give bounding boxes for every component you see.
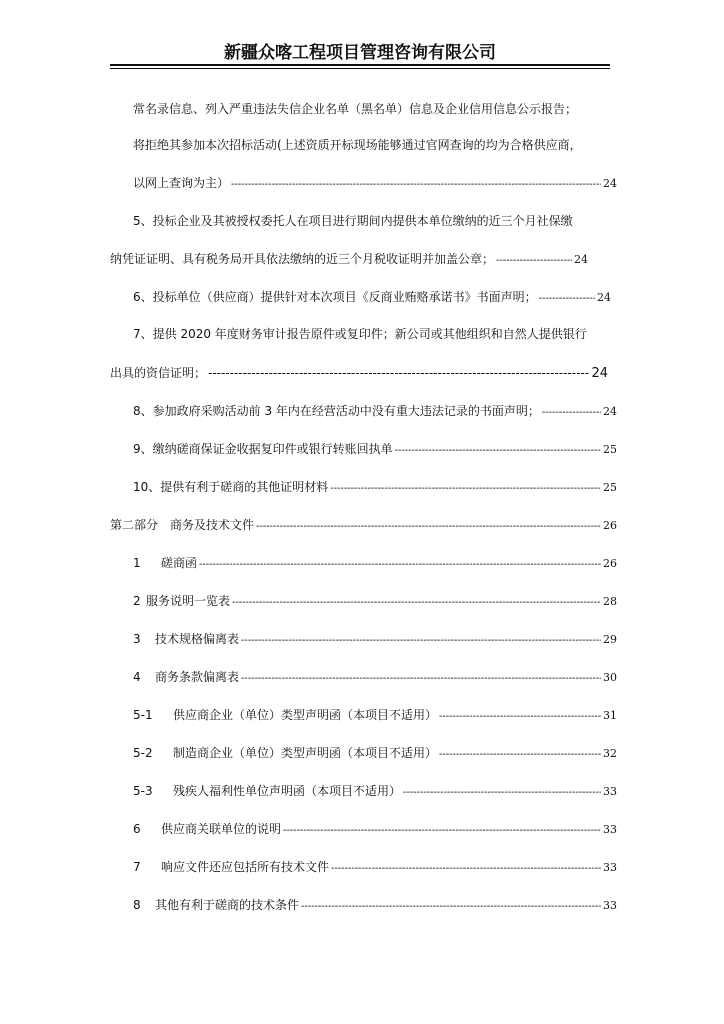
toc-leader [283,822,601,838]
toc-leader [241,670,601,686]
toc-leader [331,860,601,876]
toc-entry[interactable] [133,288,611,306]
toc-leader [330,480,601,496]
toc-entry[interactable] [133,174,617,192]
toc-entry-number: 2 [133,594,141,608]
page-header-title: 新疆众喀工程项目管理咨询有限公司 [224,43,496,63]
toc-page-number: 24 [574,253,588,266]
toc-entry-text: 供应商关联单位的说明 [161,822,282,836]
toc-page-number: 24 [603,405,617,418]
toc-entry-number: 5-2 [133,746,153,760]
toc-page-number: 33 [603,899,617,912]
toc-entry-text: 供应商企业（单位）类型声明函（本项目不适用） [173,708,438,722]
toc-leader [439,708,601,724]
toc-page-number: 24 [597,291,611,304]
toc-line-4: 5、投标企业及其被授权委托人在项目进行期间内提供本单位缴纳的近三个月社保缴 [133,214,573,228]
toc-page-number: 31 [603,709,617,722]
toc-page-number: 28 [603,595,617,608]
toc-leader [208,364,589,382]
toc-entry-number: 3 [133,632,141,646]
toc-entry-number: 1 [133,556,141,570]
header-rule-thin [110,68,610,69]
toc-entry-number: 5-1 [133,708,153,722]
toc-entry[interactable] [133,668,617,686]
toc-entry[interactable] [133,858,617,876]
toc-leader [403,784,601,800]
toc-leader [241,632,601,648]
toc-page-number: 26 [603,519,617,532]
toc-entry-text: 服务说明一览表 [146,594,231,608]
toc-entry[interactable] [133,630,617,648]
toc-page-number: 32 [603,747,617,760]
toc-entry-number: 8 [133,898,141,912]
toc-entry[interactable] [133,440,617,458]
toc-entry-text: 9、缴纳磋商保证金收据复印件或银行转账回执单 [133,442,393,456]
toc-entry[interactable] [133,478,617,496]
toc-leader [256,518,601,534]
toc-entry-text: 残疾人福利性单位声明函（本项目不适用） [173,784,402,798]
toc-leader [439,746,601,762]
toc-entry[interactable] [133,744,617,762]
toc-entry-number: 4 [133,670,141,684]
toc-entry-text: 其他有利于磋商的技术条件 [155,898,300,912]
toc-entry-text: 出具的资信证明； [110,366,207,380]
toc-entry[interactable] [133,592,617,610]
toc-page-number: 33 [603,823,617,836]
toc-page-number: 29 [603,633,617,646]
toc-page-number: 25 [603,443,617,456]
header-rule-thick [110,64,610,66]
toc-entry-text: 纳凭证证明、具有税务局开具依法缴纳的近三个月税收证明并加盖公章； [110,252,495,266]
toc-entry[interactable] [133,706,617,724]
toc-leader [301,898,601,914]
toc-line-2: 将拒绝其参加本次招标活动(上述资质开标现场能够通过官网查询的均为合格供应商， [133,138,582,152]
toc-entry-text: 10、提供有利于磋商的其他证明材料 [133,480,329,494]
toc-entry-text: 技术规格偏离表 [155,632,240,646]
toc-entry[interactable] [110,250,588,268]
toc-entry[interactable] [133,782,617,800]
toc-page-number: 24 [591,366,608,381]
toc-entry[interactable] [133,402,617,420]
toc-leader [542,404,601,420]
toc-entry-text: 6、投标单位（供应商）提供针对本次项目《反商业贿赂承诺书》书面声明； [133,290,537,304]
toc-entry-text: 商务条款偏离表 [155,670,240,684]
toc-entry[interactable] [133,896,617,914]
toc-entry-text: 以网上查询为主） [133,176,230,190]
toc-line-1: 常名录信息、列入严重违法失信企业名单（黑名单）信息及企业信用信息公示报告； [133,102,578,116]
toc-line-7: 7、提供 2020 年度财务审计报告原件或复印件；新公司或其他组织和自然人提供银行 [133,327,587,341]
toc-entry-text: 第二部分 商务及技术文件 [110,518,255,532]
toc-entry[interactable] [133,820,617,838]
toc-leader [496,252,572,268]
toc-entry-number: 7 [133,860,141,874]
toc-page-number: 30 [603,671,617,684]
toc-entry-text: 磋商函 [161,556,198,570]
toc-leader [395,442,601,458]
toc-page-number: 33 [603,785,617,798]
toc-entry[interactable] [133,554,617,572]
toc-page-number: 26 [603,557,617,570]
toc-entry-section[interactable] [110,516,617,534]
toc-entry-text: 制造商企业（单位）类型声明函（本项目不适用） [173,746,438,760]
toc-entry-number: 6 [133,822,141,836]
toc-entry-text: 8、参加政府采购活动前 3 年内在经营活动中没有重大违法记录的书面声明； [133,404,540,418]
toc-leader [539,290,595,306]
toc-entry-number: 5-3 [133,784,153,798]
toc-entry[interactable] [110,364,608,382]
toc-leader [199,556,601,572]
toc-page-number: 25 [603,481,617,494]
toc-leader [232,594,601,610]
toc-page-number: 33 [603,861,617,874]
toc-leader [231,176,601,192]
toc-entry-text: 响应文件还应包括所有技术文件 [161,860,330,874]
toc-page-number: 24 [603,177,617,190]
